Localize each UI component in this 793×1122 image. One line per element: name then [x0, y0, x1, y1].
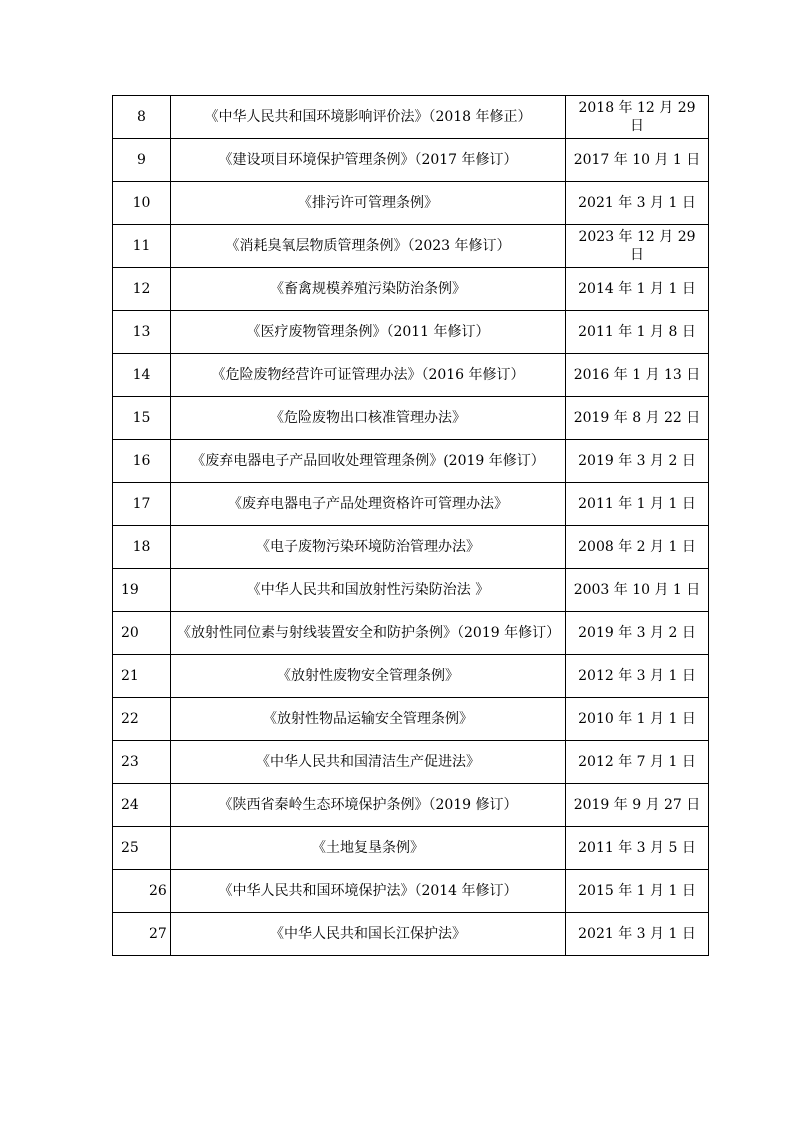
regulation-name: 《废弃电器电子产品回收处理管理条例》(2019 年修订） — [171, 440, 566, 483]
regulation-name: 《建设项目环境保护管理条例》（2017 年修订） — [171, 139, 566, 182]
effective-date: 2011 年 1 月 1 日 — [566, 483, 709, 526]
regulation-name: 《中华人民共和国放射性污染防治法 》 — [171, 569, 566, 612]
effective-date: 2023 年 12 月 29 日 — [566, 225, 709, 268]
table-row — [113, 612, 709, 655]
row-number: 13 — [113, 311, 171, 354]
table-row — [113, 354, 709, 397]
regulation-name: 《中华人民共和国环境影响评价法》（2018 年修正） — [171, 96, 566, 139]
row-number: 19 — [113, 569, 171, 612]
row-number: 26 — [113, 870, 171, 913]
effective-date: 2014 年 1 月 1 日 — [566, 268, 709, 311]
table-row — [113, 96, 709, 139]
effective-date: 2015 年 1 月 1 日 — [566, 870, 709, 913]
effective-date: 2017 年 10 月 1 日 — [566, 139, 709, 182]
row-number: 21 — [113, 655, 171, 698]
regulation-name: 《中华人民共和国清洁生产促进法》 — [171, 741, 566, 784]
table-row — [113, 225, 709, 268]
effective-date: 2018 年 12 月 29 日 — [566, 96, 709, 139]
table-row — [113, 741, 709, 784]
table-row — [113, 440, 709, 483]
table-row — [113, 526, 709, 569]
regulations-table-container — [112, 95, 708, 956]
table-row — [113, 698, 709, 741]
table-row — [113, 870, 709, 913]
regulation-name: 《危险废物经营许可证管理办法》（2016 年修订） — [171, 354, 566, 397]
regulation-name: 《医疗废物管理条例》（2011 年修订） — [171, 311, 566, 354]
effective-date: 2011 年 1 月 8 日 — [566, 311, 709, 354]
effective-date: 2021 年 3 月 1 日 — [566, 913, 709, 956]
row-number: 24 — [113, 784, 171, 827]
row-number: 9 — [113, 139, 171, 182]
table-row — [113, 268, 709, 311]
effective-date: 2019 年 9 月 27 日 — [566, 784, 709, 827]
table-row — [113, 784, 709, 827]
regulation-name: 《中华人民共和国长江保护法》 — [171, 913, 566, 956]
row-number: 8 — [113, 96, 171, 139]
table-row — [113, 569, 709, 612]
table-row — [113, 182, 709, 225]
row-number: 17 — [113, 483, 171, 526]
row-number: 25 — [113, 827, 171, 870]
row-number: 10 — [113, 182, 171, 225]
effective-date: 2012 年 3 月 1 日 — [566, 655, 709, 698]
effective-date: 2021 年 3 月 1 日 — [566, 182, 709, 225]
row-number: 16 — [113, 440, 171, 483]
effective-date: 2011 年 3 月 5 日 — [566, 827, 709, 870]
effective-date: 2019 年 3 月 2 日 — [566, 440, 709, 483]
regulation-name: 《废弃电器电子产品处理资格许可管理办法》 — [171, 483, 566, 526]
regulation-name: 《土地复垦条例》 — [171, 827, 566, 870]
row-number: 23 — [113, 741, 171, 784]
effective-date: 2019 年 8 月 22 日 — [566, 397, 709, 440]
row-number: 14 — [113, 354, 171, 397]
table-row — [113, 397, 709, 440]
table-row — [113, 483, 709, 526]
regulation-name: 《陕西省秦岭生态环境保护条例》（2019 修订） — [171, 784, 566, 827]
row-number: 11 — [113, 225, 171, 268]
table-row — [113, 139, 709, 182]
effective-date: 2008 年 2 月 1 日 — [566, 526, 709, 569]
regulation-name: 《放射性同位素与射线装置安全和防护条例》（2019 年修订） — [171, 612, 566, 655]
regulation-name: 《放射性物品运输安全管理条例》 — [171, 698, 566, 741]
regulations-table — [112, 95, 709, 956]
row-number: 15 — [113, 397, 171, 440]
effective-date: 2010 年 1 月 1 日 — [566, 698, 709, 741]
effective-date: 2003 年 10 月 1 日 — [566, 569, 709, 612]
table-row — [113, 655, 709, 698]
regulation-name: 《排污许可管理条例》 — [171, 182, 566, 225]
effective-date: 2012 年 7 月 1 日 — [566, 741, 709, 784]
row-number: 20 — [113, 612, 171, 655]
regulation-name: 《中华人民共和国环境保护法》（2014 年修订） — [171, 870, 566, 913]
regulation-name: 《放射性废物安全管理条例》 — [171, 655, 566, 698]
row-number: 22 — [113, 698, 171, 741]
table-row — [113, 827, 709, 870]
table-row — [113, 913, 709, 956]
regulation-name: 《畜禽规模养殖污染防治条例》 — [171, 268, 566, 311]
row-number: 18 — [113, 526, 171, 569]
table-row — [113, 311, 709, 354]
row-number: 12 — [113, 268, 171, 311]
regulation-name: 《电子废物污染环境防治管理办法》 — [171, 526, 566, 569]
effective-date: 2019 年 3 月 2 日 — [566, 612, 709, 655]
effective-date: 2016 年 1 月 13 日 — [566, 354, 709, 397]
row-number: 27 — [113, 913, 171, 956]
regulation-name: 《消耗臭氧层物质管理条例》（2023 年修订） — [171, 225, 566, 268]
regulation-name: 《危险废物出口核准管理办法》 — [171, 397, 566, 440]
